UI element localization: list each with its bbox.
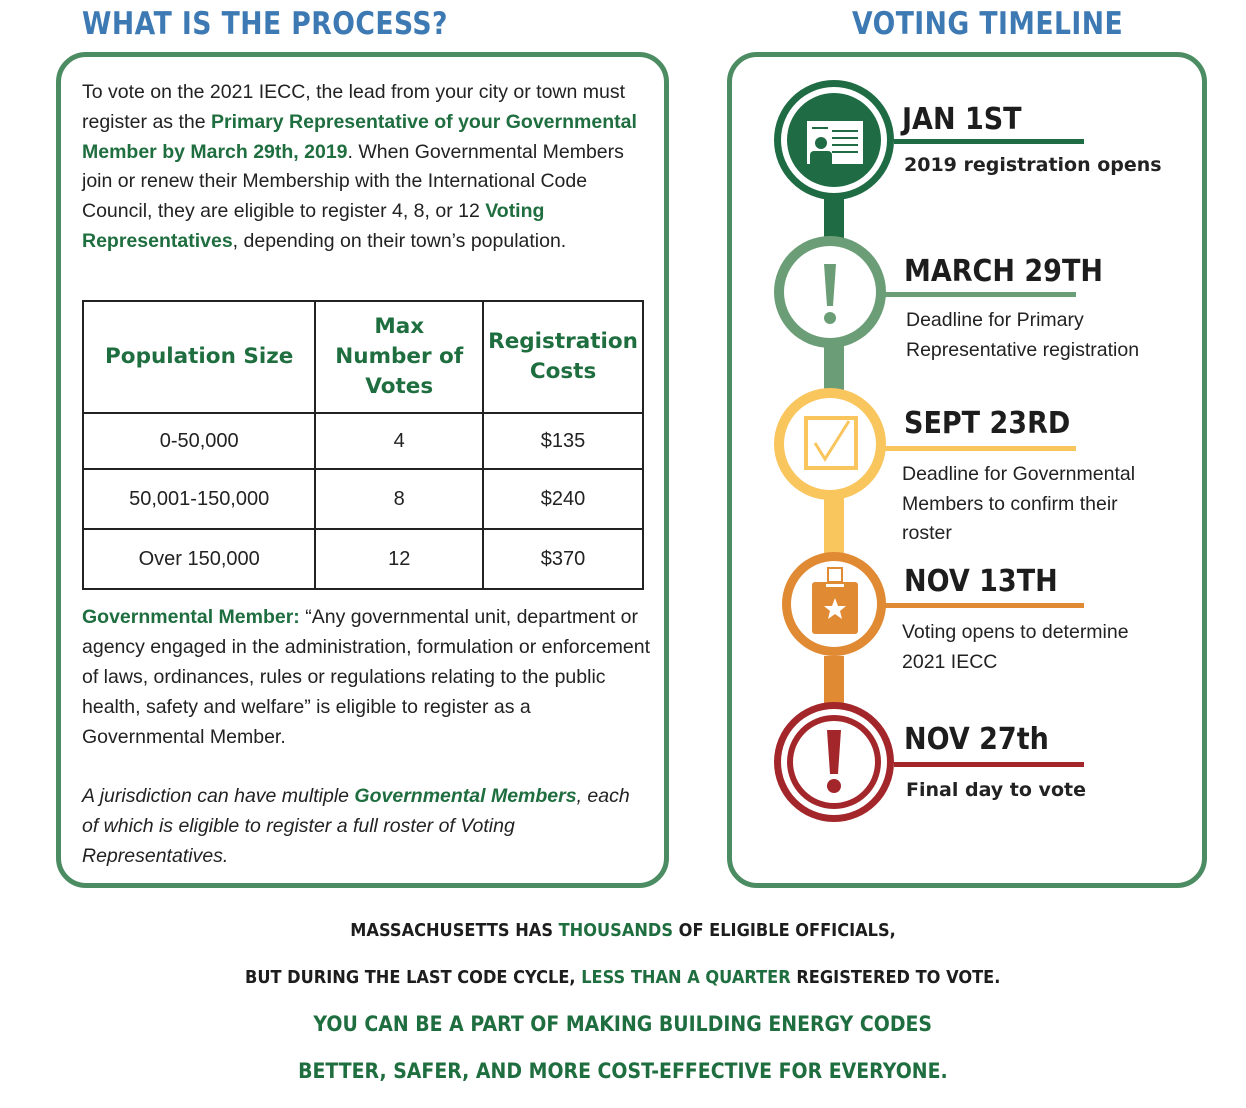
bottom-text: BETTER, SAFER, AND MORE COST-EFFECTIVE FOR EVERYONE. [298,1059,948,1083]
header-max-votes: Max Number of Votes [315,301,483,413]
timeline-heading: VOTING TIMELINE [852,6,1124,42]
bottom-highlight: LESS THAN A QUARTER [581,967,792,988]
table-row [83,413,643,469]
timeline-connector [824,492,844,558]
bottom-line-4 [0,1059,1246,1083]
timeline-description: Final day to vote [906,779,1086,801]
cell-votes: 4 [315,413,483,469]
table-header-row [83,301,643,413]
bottom-text: BUT DURING THE LAST CODE CYCLE, [245,967,582,988]
intro-text-2: . When Governmental Members join or renew their Membership with the International Code Council, they are eligible to register 4, 8, or 12 [82,140,624,223]
definition-term: Governmental Member: [82,606,300,628]
timeline-description: Voting opens to determine 2021 IECC [902,621,1129,673]
timeline-date: SEPT 23RD [904,406,1071,441]
cell-votes: 12 [315,529,483,589]
timeline-description: Deadline for Primary Representative registration [906,309,1140,361]
cell-cost: $370 [483,529,643,589]
intro-highlight-1: Primary Representative of your Governmental Member by March 29th, 2019 [82,110,637,163]
process-heading: WHAT IS THE PROCESS? [82,6,448,42]
jurisdiction-note [82,781,642,871]
governmental-member-definition [82,602,652,752]
ballot-box-icon [808,566,862,640]
exclamation-icon [820,728,848,794]
cell-population: 50,001-150,000 [83,469,315,529]
bottom-line-1 [0,920,1246,941]
bottom-text: REGISTERED TO VOTE. [791,967,1001,988]
checkbox-icon [801,413,861,473]
timeline-date: JAN 1ST [902,102,1022,137]
cell-votes: 8 [315,469,483,529]
registration-table [82,300,644,590]
bottom-highlight: THOUSANDS [558,920,673,941]
cell-population: Over 150,000 [83,529,315,589]
note-text-2: , each of which is eligible to register a full roster of Voting Representatives. [82,785,630,867]
bottom-text: OF ELIGIBLE OFFICIALS, [672,920,896,941]
timeline-description: 2019 registration opens [904,154,1162,176]
bottom-line-3 [0,1012,1246,1036]
note-text-1: A jurisdiction can have multiple [82,785,355,807]
bottom-line-2 [0,967,1246,988]
definition-text: “Any governmental unit, department or agency engaged in the administration, formulation or enforcement of laws, ordinances, rules or regulations relating to the public health, safety and welfare” is eligible to register as a Governmental Member. [82,606,651,748]
bottom-text: MASSACHUSETTS HAS [350,920,559,941]
timeline-description: Deadline for Governmental Members to confirm their roster [902,463,1136,545]
timeline-rule [884,603,1084,608]
table-row [83,469,643,529]
cell-cost: $135 [483,413,643,469]
timeline-rule [884,446,1076,451]
cell-cost: $240 [483,469,643,529]
note-highlight: Governmental Members [354,785,577,807]
timeline-date: MARCH 29TH [904,254,1103,289]
timeline-date: NOV 13TH [904,564,1058,599]
intro-text-1: To vote on the 2021 IECC, the lead from your city or town must register as the [82,81,626,133]
intro-paragraph [82,78,642,257]
intro-highlight-2: Voting Representatives [82,200,545,252]
timeline-rule [894,762,1084,767]
timeline-rule [884,292,1076,297]
bottom-text: YOU CAN BE A PART OF MAKING BUILDING ENERGY CODES [313,1012,933,1036]
header-population-size: Population Size [83,301,315,413]
timeline-date: NOV 27th [904,722,1049,757]
exclamation-icon [816,262,844,326]
intro-text-3: , depending on their town’s population. [232,229,567,252]
table-row [83,529,643,589]
header-registration-costs: Registration Costs [483,301,643,413]
cell-population: 0-50,000 [83,413,315,469]
registration-form-icon [800,111,868,173]
timeline-rule [894,139,1084,144]
